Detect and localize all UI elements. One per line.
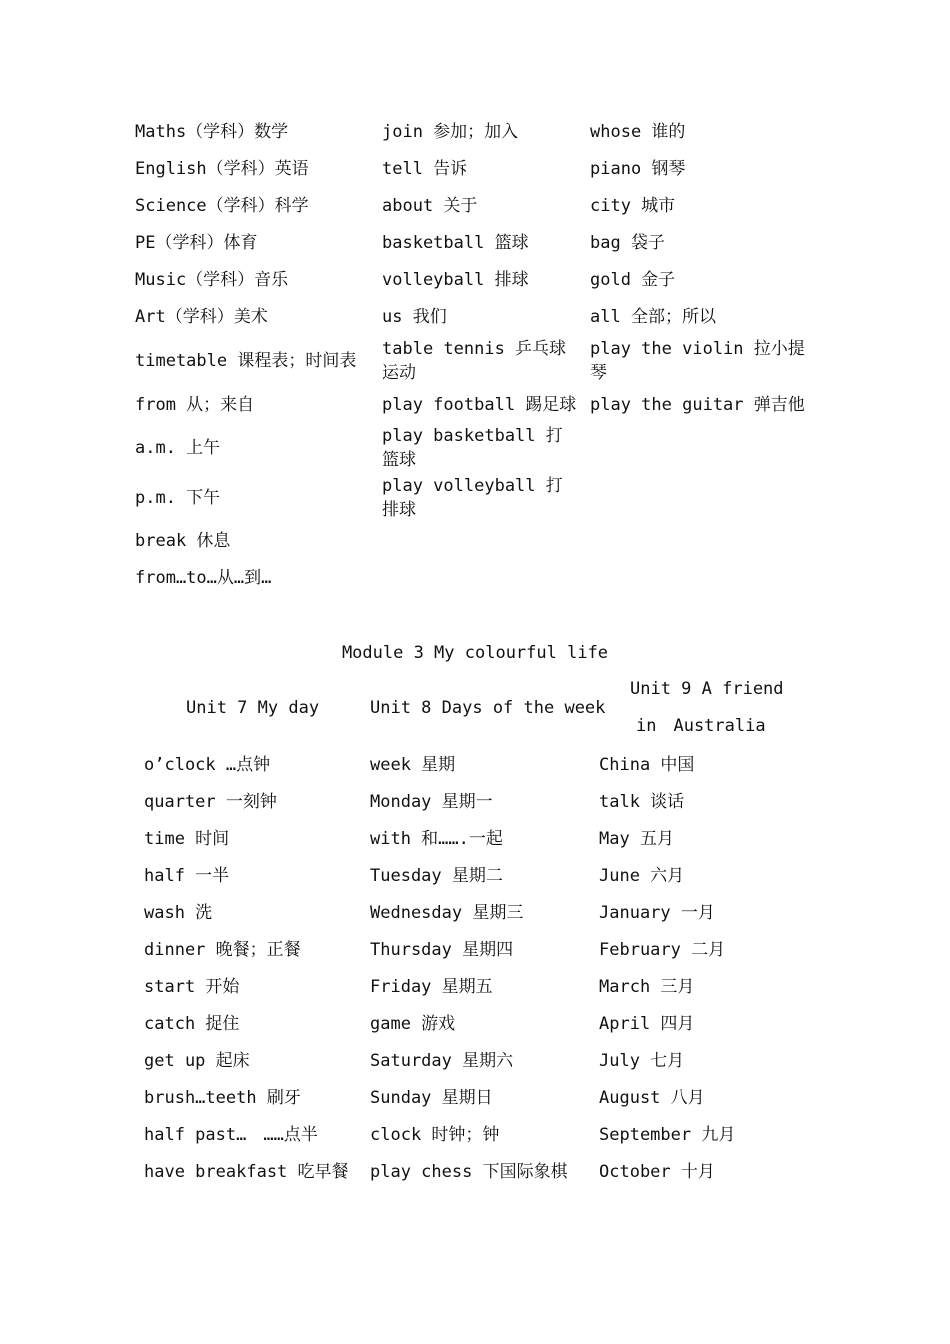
vocab-item: whose 谁的 [590,122,686,142]
vocab-item: talk 谈话 [599,792,685,812]
vocab-item: Music（学科）音乐 [135,270,289,290]
vocab-item: China 中国 [599,755,695,775]
vocab-item: week 星期 [370,755,456,775]
vocab-item: bag 袋子 [590,233,665,253]
vocab-item: p.m. 下午 [135,488,221,508]
vocab-item: join 参加；加入 [382,122,519,142]
vocab-item: April 四月 [599,1014,695,1034]
vocab-item: Saturday 星期六 [370,1051,514,1071]
vocab-item: Tuesday 星期二 [370,866,503,886]
vocab-item: play the guitar 弹吉他 [590,395,805,415]
vocab-item: March 三月 [599,977,695,997]
vocab-item: get up 起床 [144,1051,250,1071]
vocab-item: Maths（学科）数学 [135,122,289,142]
vocab-item: play chess 下国际象棋 [370,1162,568,1182]
vocab-item: play basketball 打篮球 [382,426,563,470]
vocab-item: January 一月 [599,903,715,923]
vocab-item: tell 告诉 [382,159,468,179]
vocab-item: September 九月 [599,1125,736,1145]
vocab-item: a.m. 上午 [135,438,221,458]
vocab-item: PE（学科）体育 [135,233,258,253]
vocab-item: about 关于 [382,196,478,216]
unit-7-heading: Unit 7 My day [186,698,320,718]
vocab-item: Science（学科）科学 [135,196,309,216]
vocab-item: wash 洗 [144,903,213,923]
vocab-item: play the violin 拉小提琴 [590,339,805,383]
vocab-item: gold 金子 [590,270,676,290]
unit-9-heading-line2: in Australia [636,716,766,736]
vocab-item: break 休息 [135,531,231,551]
vocab-item: October 十月 [599,1162,715,1182]
vocab-item: play football 踢足球 [382,395,577,415]
vocab-item: July 七月 [599,1051,685,1071]
vocab-item: timetable 课程表；时间表 [135,351,357,371]
vocab-item: from 从；来自 [135,395,255,415]
vocab-item: Wednesday 星期三 [370,903,524,923]
vocab-item: piano 钢琴 [590,159,686,179]
vocab-item: May 五月 [599,829,674,849]
vocab-item: half 一半 [144,866,230,886]
vocab-item: game 游戏 [370,1014,456,1034]
unit-9-heading-line1: Unit 9 A friend [630,679,784,699]
vocab-item: Thursday 星期四 [370,940,514,960]
vocab-item: o’clock …点钟 [144,755,271,775]
vocab-item: clock 时钟；钟 [370,1125,500,1145]
vocab-item: table tennis 乒乓球运动 [382,339,567,383]
vocab-item: have breakfast 吃早餐 [144,1162,349,1182]
vocab-item: dinner 晚餐；正餐 [144,940,301,960]
vocab-item: catch 捉住 [144,1014,240,1034]
vocab-item: from…to…从…到… [135,568,272,588]
vocab-item: half past… ……点半 [144,1125,318,1145]
vocab-item: us 我们 [382,307,447,327]
vocab-item: June 六月 [599,866,685,886]
vocab-item: brush…teeth 刷牙 [144,1088,301,1108]
vocab-item: basketball 篮球 [382,233,529,253]
vocab-item: August 八月 [599,1088,705,1108]
vocab-item: all 全部；所以 [590,307,716,327]
vocab-item: start 开始 [144,977,240,997]
vocab-item: time 时间 [144,829,230,849]
vocab-item: city 城市 [590,196,676,216]
module-title: Module 3 My colourful life [341,643,609,663]
vocab-item: play volleyball 打排球 [382,476,563,520]
unit-8-heading: Unit 8 Days of the week [370,698,606,718]
vocab-item: with 和…….一起 [370,829,503,849]
vocab-item: Friday 星期五 [370,977,493,997]
vocab-item: Monday 星期一 [370,792,493,812]
vocab-item: English（学科）英语 [135,159,309,179]
vocab-item: February 二月 [599,940,726,960]
vocab-item: quarter 一刻钟 [144,792,277,812]
vocab-item: volleyball 排球 [382,270,529,290]
vocab-item: Art（学科）美术 [135,307,268,327]
vocab-item: Sunday 星期日 [370,1088,493,1108]
